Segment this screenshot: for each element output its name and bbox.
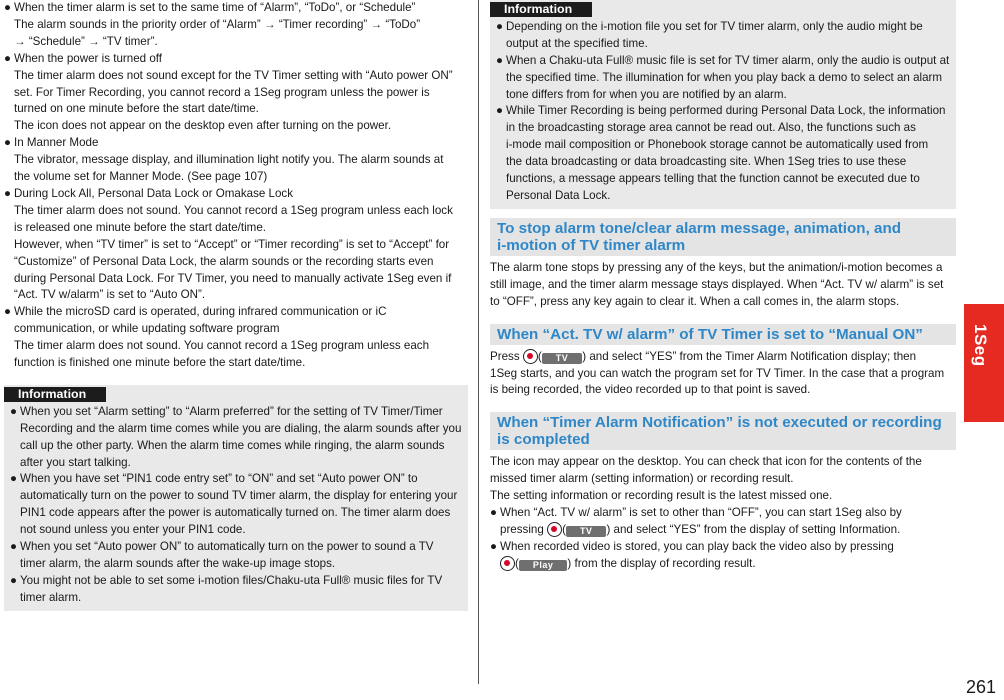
list-item <box>496 103 952 204</box>
right-column <box>490 0 956 573</box>
item-line: The vibrator, message display, and illumination light notify you. The alarm sounds at <box>14 153 444 167</box>
item-line: tone differs from for when you are notified by an alarm. <box>506 87 787 101</box>
item-lead-line: While the microSD card is operated, during infrared communication or iC <box>14 305 387 319</box>
body-line: When “Act. TV w/ alarm” is set to other than “OFF”, you can start 1Seg also by <box>500 506 902 520</box>
page-number: 261 <box>965 677 996 698</box>
center-key-icon <box>523 349 538 364</box>
bullet: ● <box>496 19 504 33</box>
chapter-tab <box>964 304 1004 422</box>
section-body-stop-alarm <box>490 260 956 311</box>
item-line: “Customize” of Personal Data Lock, the alarm sounds or the recording starts even <box>14 254 434 268</box>
item-lead-line: When you set “Auto power ON” to automatically turn on the power to sound a TV <box>20 540 434 554</box>
body-line: The setting information or recording result is the latest missed one. <box>490 489 833 503</box>
heading-line: When “Act. TV w/ alarm” of TV Timer is set to “Manual ON” <box>497 325 923 343</box>
body-text: ) and select “YES” from the display of setting Information. <box>606 522 901 536</box>
list-item <box>4 135 468 186</box>
item-line: However, when “TV timer” is set to “Accept” or “Timer recording” is set to “Accept” for <box>14 237 450 251</box>
tv-softkey-label: TV <box>542 353 583 364</box>
section-heading-manual-on <box>490 324 956 345</box>
bullet: ● <box>4 1 12 14</box>
list-item <box>4 304 468 372</box>
list-item <box>496 19 952 53</box>
section-body-manual-on: Press ( TV ) and select “YES” from the Timer Alarm Notification display; then 1Seg starts, and you can watch the program set for TV Timer. In the case that a program is being recorded, the video recorded up to that point is saved. <box>490 349 956 400</box>
item-lead-line: When the timer alarm is set to the same time of “Alarm”, “ToDo”, or “Schedule” <box>14 1 416 14</box>
item-line: the data broadcasting or data broadcasting site. When 1Seg tries to use these <box>506 155 907 169</box>
heading-line: is completed <box>497 431 590 449</box>
item-line: The icon does not appear on the desktop even after turning on the power. <box>14 119 392 133</box>
bullet: ● <box>10 472 18 486</box>
list-item <box>10 471 464 539</box>
item-line: call up the other party. When the alarm time comes while ringing, the alarm sounds <box>20 438 445 452</box>
bullet: ● <box>10 573 18 587</box>
bullet: ● <box>4 51 12 65</box>
item-lead-line: Depending on the i-motion file you set for TV timer alarm, only the audio might be <box>506 19 923 33</box>
bullet: ● <box>4 136 12 150</box>
chapter-tab-label: 1Seg <box>970 324 990 367</box>
left-column <box>4 0 468 611</box>
body-line: is being recorded, the video recorded up to that point is saved. <box>490 383 811 397</box>
list-item <box>10 539 464 573</box>
tv-softkey-label: TV <box>566 526 607 537</box>
item-line: function is finished one minute before the start date/time. <box>14 356 306 370</box>
item-line: after you start talking. <box>20 455 131 469</box>
bullet: ● <box>10 540 18 554</box>
bullet: ● <box>490 539 498 553</box>
item-lead-line: You might not be able to set some i-motion files/Chaku-uta Full® music files for TV <box>20 573 443 587</box>
item-line: i-mode mail composition or Phonebook storage cannot be automatically used from <box>506 138 929 152</box>
body-line: When recorded video is stored, you can play back the video also by pressing <box>500 539 894 553</box>
section-heading-not-executed <box>490 412 956 450</box>
bullet: ● <box>4 305 12 319</box>
item-line: PIN1 code appears after the power is automatically turned on. The timer alarm does <box>20 506 451 520</box>
section-heading-stop-alarm <box>490 218 956 256</box>
item-line: The timer alarm does not sound. You cannot record a 1Seg program unless each lock <box>14 203 453 217</box>
body-text: pressing <box>500 522 544 536</box>
item-line: during Personal Data Lock. For TV Timer, you need to manually activate 1Seg even if <box>14 271 452 285</box>
section-body-not-executed <box>490 454 956 572</box>
item-line: The timer alarm does not sound. You cannot record a 1Seg program unless each <box>14 339 430 353</box>
item-line: Personal Data Lock. <box>506 188 611 202</box>
item-line: timer alarm, the alarm sounds after the wake-up image stops. <box>20 557 336 570</box>
item-line: the volume set for Manner Mode. (See page 107) <box>14 170 268 184</box>
information-box-right <box>490 0 956 209</box>
center-key-icon <box>500 556 515 571</box>
item-line: the specified time. The illumination for when you play back a demo to select an alarm <box>506 70 943 84</box>
list-item: ● When recorded video is stored, you can play back the video also by pressing ( Play ) from the display of recording result. <box>490 539 956 573</box>
item-line: Recording and the alarm time comes while you are dialing, the alarm sounds after you <box>20 421 462 435</box>
item-line: The timer alarm does not sound except for the TV Timer setting with “Auto power ON” <box>14 68 453 82</box>
item-line: The alarm sounds in the priority order of “Alarm” → “Timer recording” → “ToDo” <box>14 17 421 31</box>
heading-line: i-motion of TV timer alarm <box>497 236 686 254</box>
center-key-icon <box>547 522 562 537</box>
list-item: ● When “Act. TV w/ alarm” is set to other than “OFF”, you can start 1Seg also by pressing ( TV ) and select “YES” from the display of setting Information. <box>490 505 956 539</box>
item-line: output at the specified time. <box>506 36 648 50</box>
body-text: Press <box>490 349 520 363</box>
heading-line: When “Timer Alarm Notification” is not executed or recording <box>497 414 942 432</box>
item-lead-line: When the power is turned off <box>14 51 163 65</box>
item-line: not sound unless you enter your PIN1 code. <box>20 523 246 537</box>
bullet: ● <box>490 506 498 520</box>
heading-line: To stop alarm tone/clear alarm message, animation, and <box>497 219 902 237</box>
column-divider <box>478 0 479 684</box>
information-heading: Information <box>490 2 592 17</box>
item-line: is released one minute before the start date/time. <box>14 220 266 234</box>
body-line: The icon may appear on the desktop. You can check that icon for the contents of the <box>490 455 922 469</box>
list-item <box>4 0 468 51</box>
body-text: ) from the display of recording result. <box>567 556 756 570</box>
item-lead-line: While Timer Recording is being performed during Personal Data Lock, the information <box>506 104 946 118</box>
item-lead-line: When you set “Alarm setting” to “Alarm preferred” for the setting of TV Timer/Timer <box>20 404 443 418</box>
information-heading: Information <box>4 387 106 402</box>
bullet: ● <box>496 53 504 67</box>
item-line: functions, a message appears telling that the function cannot be executed due to <box>506 172 920 186</box>
item-line: automatically turn on the power to sound TV timer alarm, the display for entering your <box>20 489 458 503</box>
list-item <box>4 51 468 136</box>
list-item <box>4 186 468 304</box>
body-line: to “OFF”, press any key again to clear it. When a call comes in, the alarm stops. <box>490 294 900 308</box>
item-line: in the broadcasting storage area cannot be read out. Also, the functions such as <box>506 121 916 135</box>
list-item <box>10 404 464 472</box>
body-line: still image, and the timer alarm message stays displayed. When “Act. TV w/ alarm” is set <box>490 277 944 291</box>
list-item <box>496 53 952 104</box>
item-line: turned on one minute before the start date/time. <box>14 102 259 116</box>
bullet: ● <box>496 104 504 118</box>
bullet: ● <box>10 404 18 418</box>
item-line: timer alarm. <box>20 590 82 604</box>
item-line: → “Schedule” → “TV timer”. <box>14 34 158 48</box>
item-lead-line: When a Chaku-uta Full® music file is set for TV timer alarm, only the audio is output at <box>506 53 950 67</box>
body-line: 1Seg starts, and you can watch the program set for TV Timer. In the case that a program <box>490 366 945 380</box>
information-box-left <box>4 385 468 611</box>
body-text: ) and select “YES” from the Timer Alarm Notification display; then <box>582 349 917 363</box>
play-softkey-label: Play <box>519 560 568 571</box>
item-line: “Act. TV w/alarm” is set to “Auto ON”. <box>14 288 206 302</box>
bullet: ● <box>4 186 12 200</box>
body-line: The alarm tone stops by pressing any of the keys, but the animation/i-motion becomes a <box>490 260 943 274</box>
item-lead-line: In Manner Mode <box>14 136 99 150</box>
list-item <box>10 573 464 607</box>
item-lead-line: During Lock All, Personal Data Lock or Omakase Lock <box>14 186 294 200</box>
body-line: missed timer alarm (setting information) or recording result. <box>490 472 794 486</box>
item-lead-line: When you have set “PIN1 code entry set” to “ON” and set “Auto power ON” to <box>20 472 418 486</box>
item-line: communication, or while updating software program <box>14 322 280 336</box>
item-line: set. For Timer Recording, you cannot record a 1Seg program unless the power is <box>14 85 430 99</box>
